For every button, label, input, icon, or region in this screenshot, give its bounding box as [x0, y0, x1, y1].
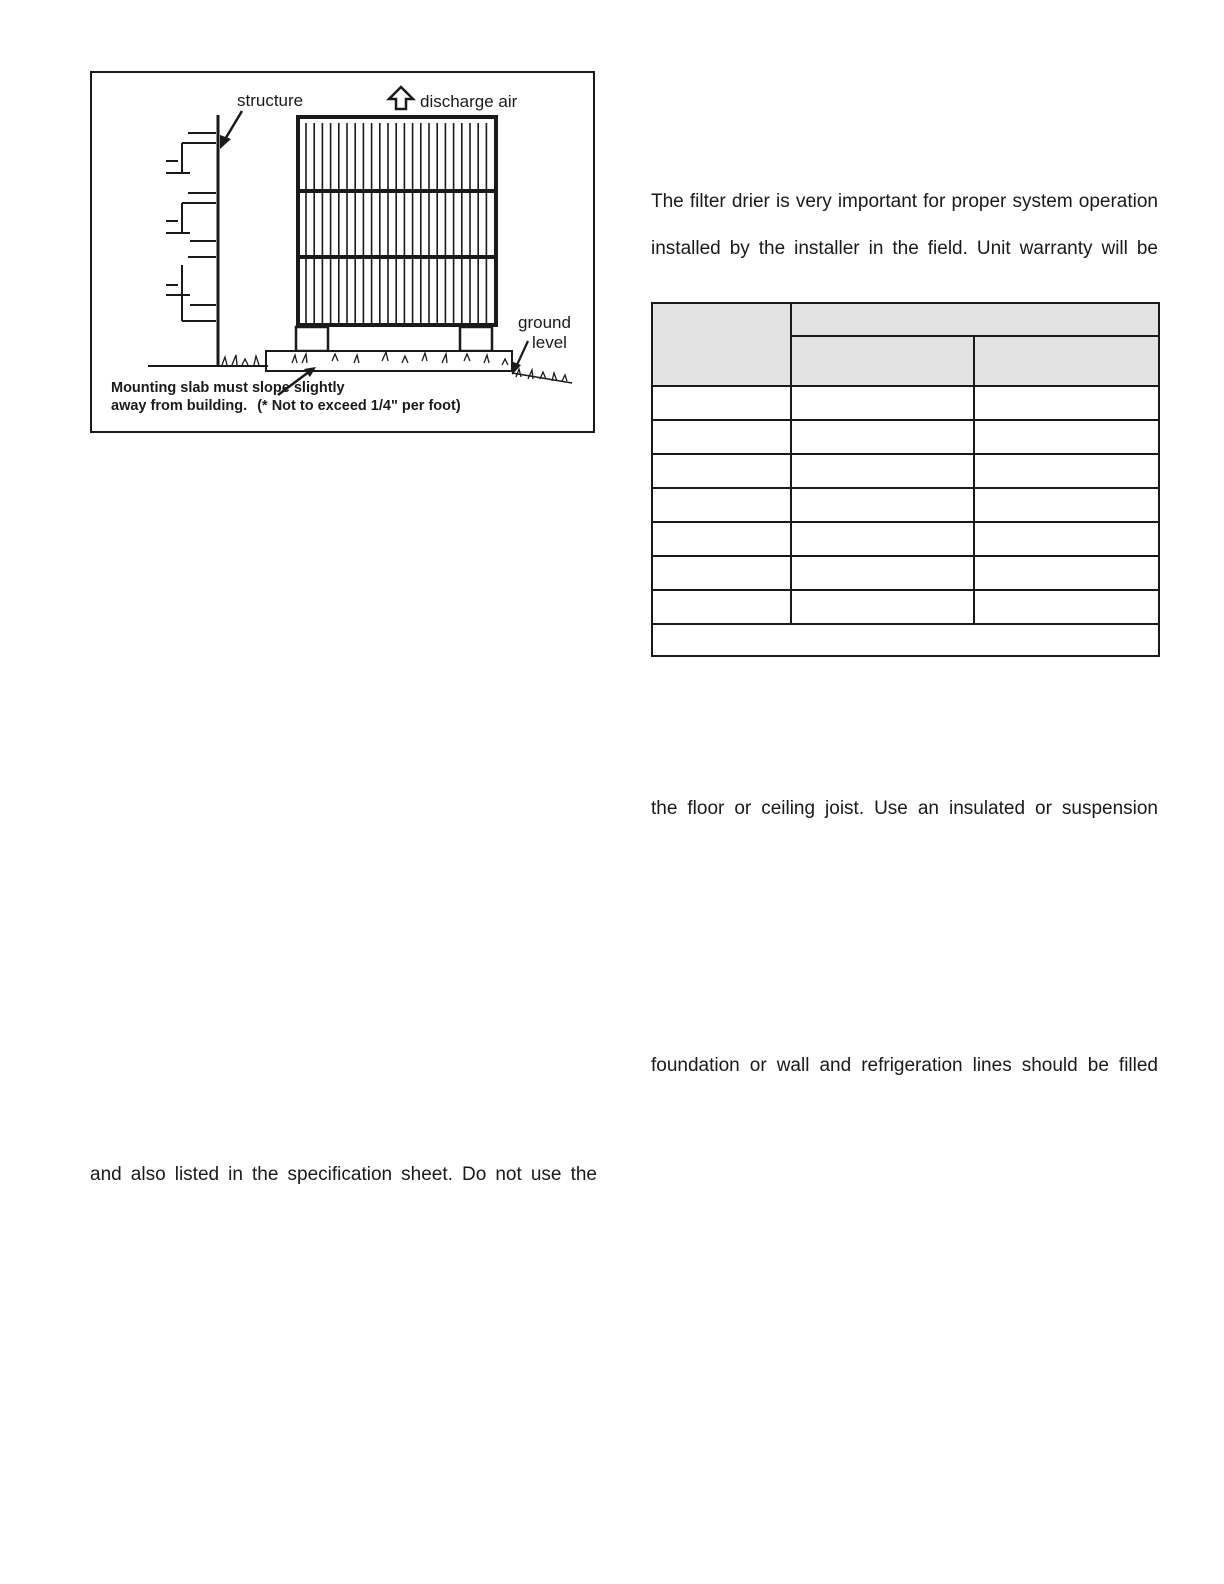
- table-footer-cell: [652, 624, 1159, 656]
- table-row: [652, 454, 1159, 488]
- table-cell: [791, 454, 974, 488]
- table-cell: [974, 454, 1159, 488]
- installation-figure: [90, 71, 595, 433]
- right-column-line-2: installed by the installer in the field. Unit warranty will be: [651, 238, 1158, 259]
- table-cell: [652, 420, 791, 454]
- left-column-line-1: and also listed in the specification sheet. Do not use the: [90, 1164, 597, 1185]
- table-cell: [791, 522, 974, 556]
- figure-caption-note: (* Not to exceed 1/4" per foot): [257, 398, 461, 414]
- table-cell: [652, 454, 791, 488]
- structure-label: structure: [237, 91, 304, 110]
- table-cell: [791, 420, 974, 454]
- right-column-line-1: The filter drier is very important for proper system operation: [651, 191, 1158, 212]
- figure-caption-line-1: Mounting slab must slope slightly: [111, 380, 345, 396]
- right-column-line-4: foundation or wall and refrigeration lines should be filled: [651, 1055, 1158, 1076]
- table-cell: [974, 556, 1159, 590]
- table-header-cell: [791, 303, 1159, 336]
- table-cell: [652, 488, 791, 522]
- table-cell: [652, 386, 791, 420]
- table-header-cell: [652, 303, 791, 386]
- figure-caption-line-2-text: away from building.: [111, 398, 248, 414]
- table-subheader-cell: [791, 336, 974, 386]
- table-cell: [791, 488, 974, 522]
- table-cell: [791, 590, 974, 624]
- table-footer-row: [652, 624, 1159, 656]
- condenser-mounting-illustration: [92, 73, 593, 431]
- table-cell: [974, 522, 1159, 556]
- table-cell: [974, 488, 1159, 522]
- table-row: [652, 590, 1159, 624]
- figure-caption-line-2: [111, 398, 461, 414]
- table-subheader-cell: [974, 336, 1159, 386]
- table-cell: [974, 386, 1159, 420]
- table-cell: [974, 420, 1159, 454]
- table-row: [652, 522, 1159, 556]
- right-column-line-3: the floor or ceiling joist. Use an insulated or suspension: [651, 798, 1158, 819]
- table-cell: [652, 590, 791, 624]
- table-cell: [791, 556, 974, 590]
- table-cell: [652, 522, 791, 556]
- table-row: [652, 386, 1159, 420]
- level-label: level: [532, 333, 567, 352]
- filter-drier-table: [651, 302, 1160, 657]
- ground-label: ground: [518, 313, 571, 332]
- table-cell: [652, 556, 791, 590]
- table-cell: [791, 386, 974, 420]
- table-cell: [974, 590, 1159, 624]
- table-row: [652, 420, 1159, 454]
- discharge-air-label: discharge air: [420, 92, 518, 111]
- table-row: [652, 488, 1159, 522]
- table-row: [652, 556, 1159, 590]
